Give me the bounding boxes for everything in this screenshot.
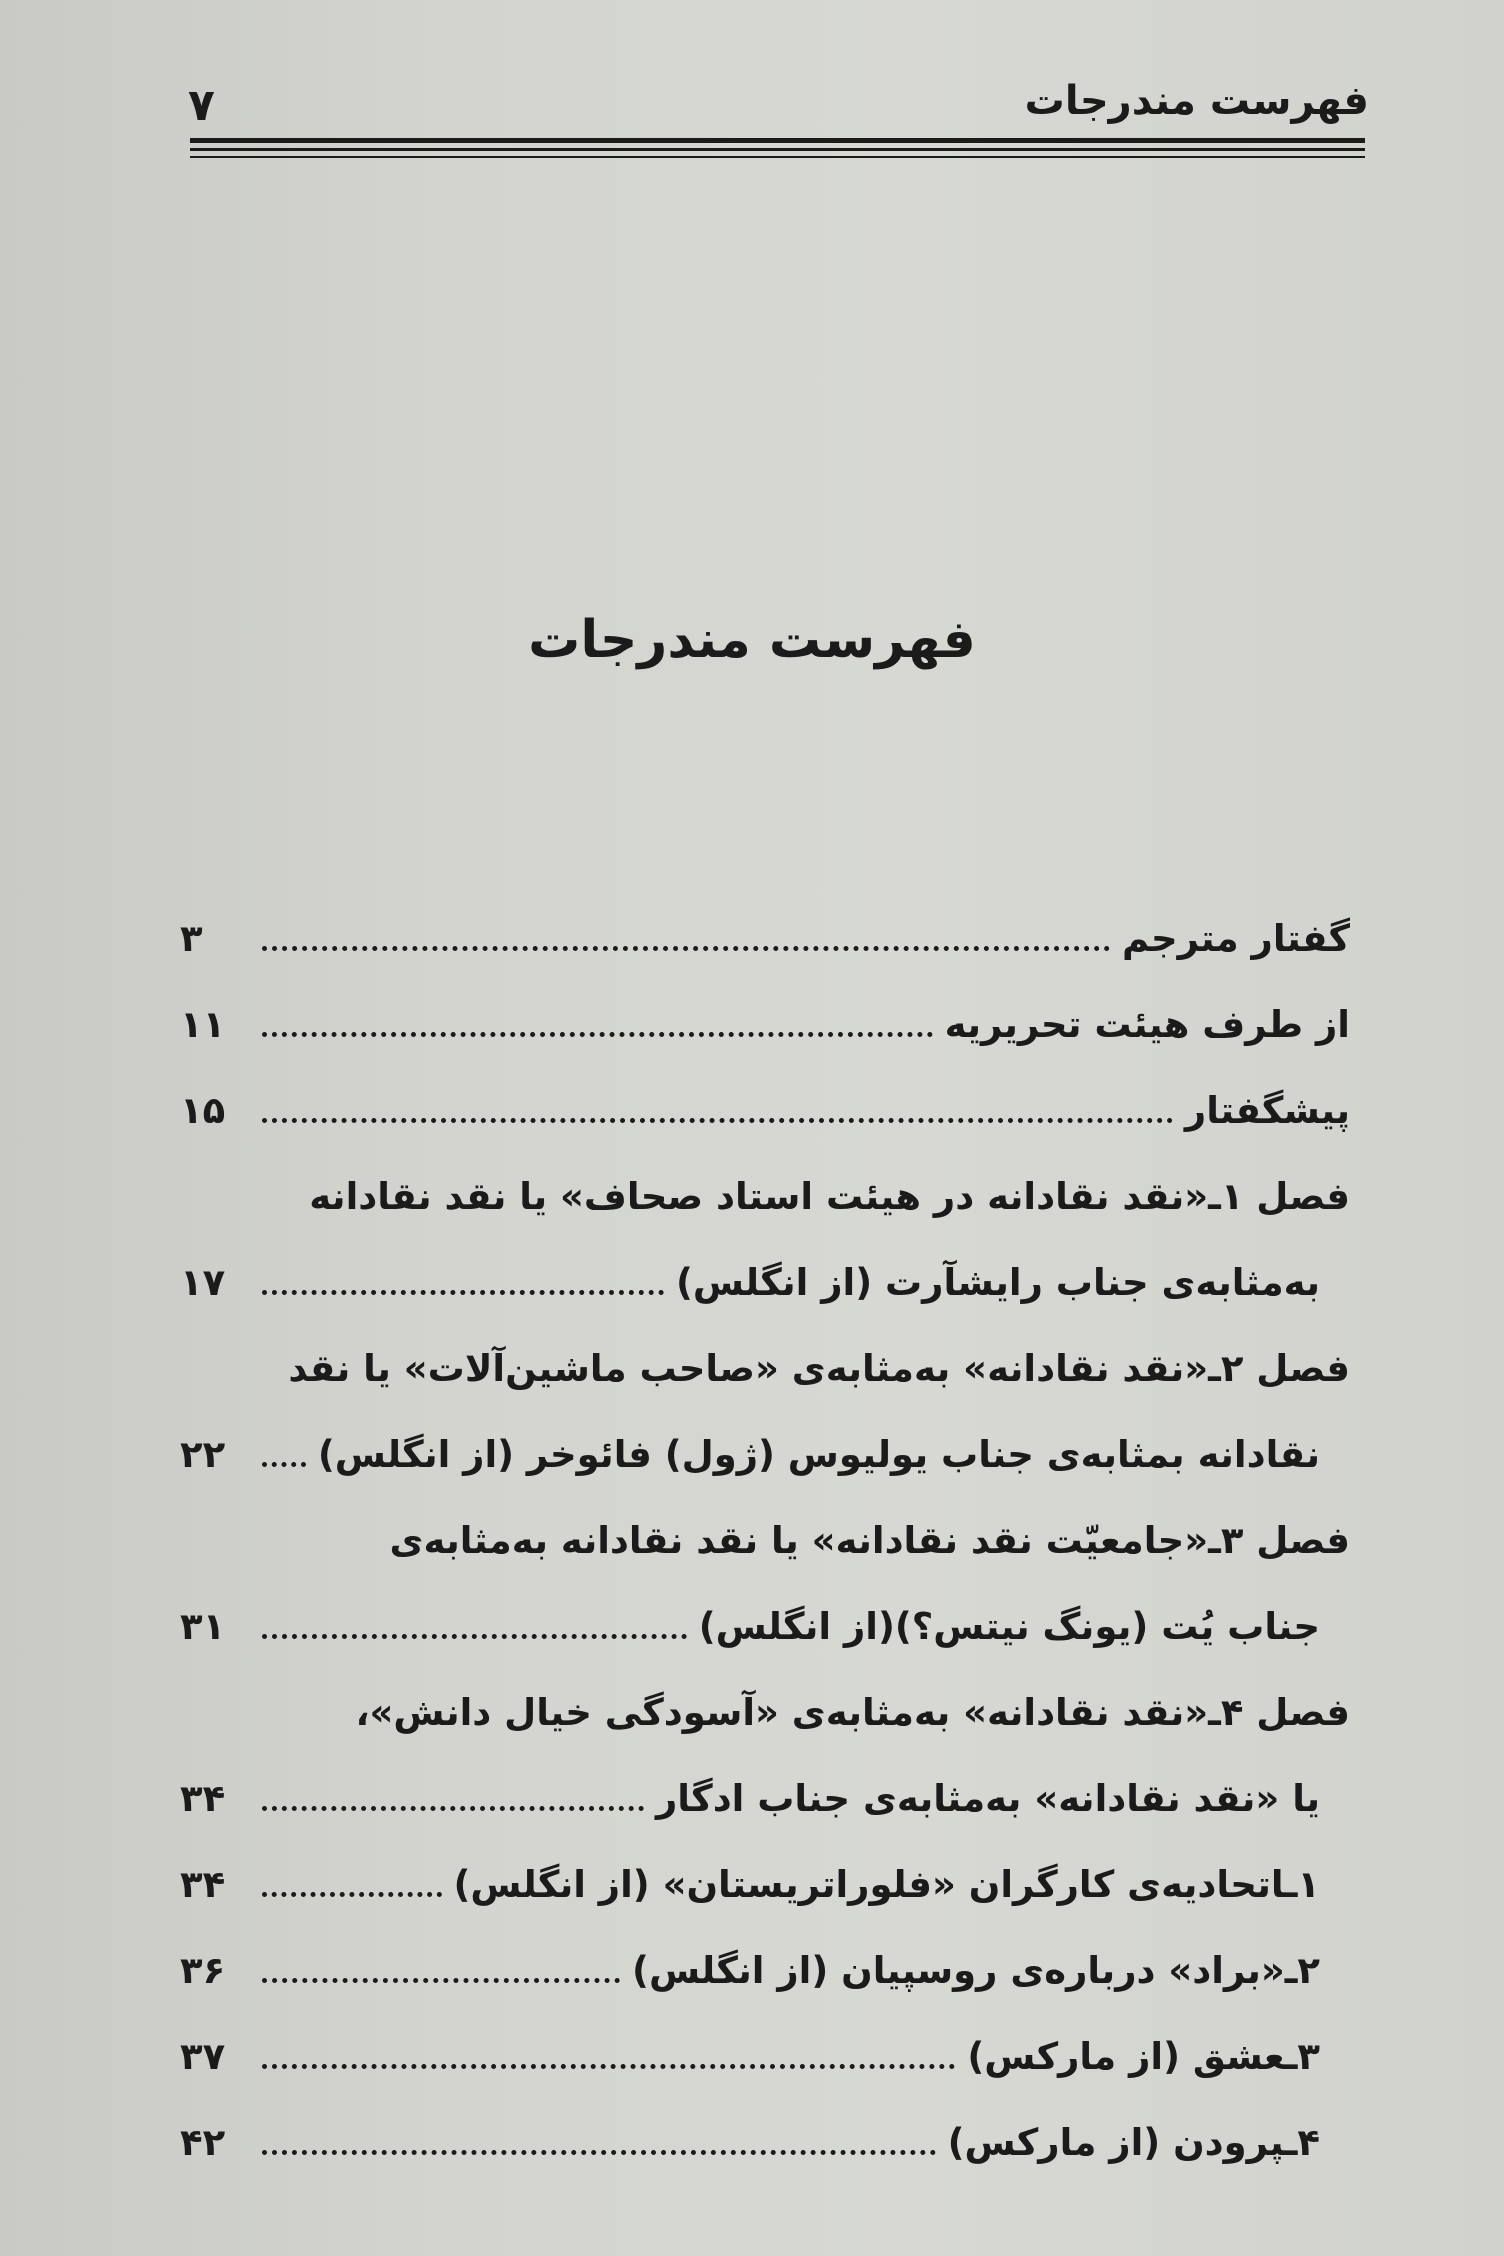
dot-leader (262, 2064, 955, 2069)
toc-entry-page: ۳۷ (180, 2034, 226, 2078)
toc-entry-title: فصل ۴ـ«نقد نقادانه» به‌مثابه‌ی «آسودگی خیال دانش»، (355, 1690, 1350, 1734)
toc-entry-title: نقادانه بمثابه‌ی جناب یولیوس (ژول) فائوخر (از انگلس) (317, 1432, 1320, 1476)
toc-entry-page: ۲۲ (180, 1432, 226, 1476)
toc-entry (180, 981, 1350, 1067)
toc-entry (180, 1755, 1350, 1841)
toc-entry (180, 1411, 1350, 1497)
toc-entry-title: از طرف هیئت تحریریه (944, 1002, 1350, 1046)
dot-leader (262, 1892, 442, 1897)
page-number: ۷ (188, 80, 215, 131)
dot-leader (262, 2150, 936, 2155)
header-rule (190, 138, 1365, 143)
toc-entry (180, 1841, 1350, 1927)
dot-leader (262, 946, 1110, 951)
table-of-contents (180, 895, 1350, 2185)
toc-entry-page: ۳۴ (180, 1776, 226, 1820)
dot-leader (262, 1118, 1173, 1123)
toc-chapter-heading (180, 1669, 1350, 1755)
dot-leader (262, 1806, 644, 1811)
toc-chapter-heading (180, 1153, 1350, 1239)
dot-leader (262, 1290, 664, 1295)
toc-entry (180, 2013, 1350, 2099)
toc-entry-title: به‌مثابه‌ی جناب رایشآرت (از انگلس) (675, 1260, 1320, 1304)
toc-entry-title: ۲ـ«براد» درباره‌ی روسپیان (از انگلس) (632, 1948, 1320, 1992)
dot-leader (262, 1032, 933, 1037)
toc-entry-title: پیشگفتار (1184, 1088, 1350, 1132)
toc-chapter-heading (180, 1325, 1350, 1411)
toc-entry (180, 895, 1350, 981)
toc-entry-page: ۳ (180, 916, 203, 960)
toc-entry (180, 1927, 1350, 2013)
toc-entry-title: جناب یُت (یونگ نیتس؟)(از انگلس) (698, 1604, 1320, 1648)
toc-entry-title: فصل ۱ـ«نقد نقادانه در هیئت استاد صحاف» یا نقد نقادانه (309, 1174, 1350, 1218)
toc-entry-title: یا «نقد نقادانه» به‌مثابه‌ی جناب ادگار (655, 1776, 1320, 1820)
toc-entry-page: ۳۴ (180, 1862, 226, 1906)
running-title: فهرست مندرجات (1024, 78, 1369, 124)
header-rule (190, 156, 1365, 158)
toc-entry-title: ۳ـعشق (از مارکس) (967, 2034, 1320, 2078)
toc-entry-title: گفتار مترجم (1121, 916, 1350, 960)
toc-entry (180, 1239, 1350, 1325)
toc-entry (180, 1583, 1350, 1669)
toc-entry-title: ۱ـاتحادیه‌ی کارگران «فلوراتریستان» (از انگلس) (453, 1862, 1320, 1906)
toc-entry-title: فصل ۲ـ«نقد نقادانه» به‌مثابه‌ی «صاحب ماشین‌آلات» یا نقد (288, 1346, 1350, 1390)
toc-entry-page: ۱۱ (180, 1002, 226, 1046)
toc-entry-page: ۱۵ (180, 1088, 226, 1132)
toc-entry-page: ۱۷ (180, 1260, 226, 1304)
toc-entry-title: ۴ـپرودن (از مارکس) (947, 2120, 1320, 2164)
dot-leader (262, 1462, 306, 1467)
toc-heading: فهرست مندرجات (528, 610, 976, 670)
dot-leader (262, 1634, 687, 1639)
toc-entry (180, 2099, 1350, 2185)
toc-entry (180, 1067, 1350, 1153)
toc-entry-title: فصل ۳ـ«جامعیّت نقد نقادانه» یا نقد نقادانه به‌مثابه‌ی (389, 1518, 1350, 1562)
toc-entry-page: ۳۶ (180, 1948, 226, 1992)
toc-chapter-heading (180, 1497, 1350, 1583)
dot-leader (262, 1978, 620, 1983)
toc-entry-page: ۳۱ (180, 1604, 226, 1648)
header-rule (190, 148, 1365, 151)
toc-entry-page: ۴۲ (180, 2120, 226, 2164)
